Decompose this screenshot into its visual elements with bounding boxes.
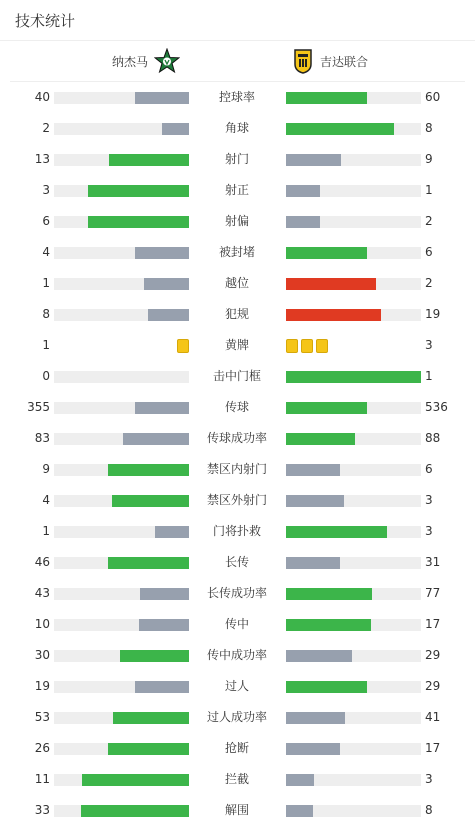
stat-label: 击中门框 [212, 369, 261, 383]
home-stat-bar [54, 402, 189, 414]
stat-row [0, 206, 475, 237]
away-stat-value: 8 [425, 803, 433, 817]
stat-label: 犯规 [224, 307, 249, 321]
away-stat-value: 77 [425, 586, 441, 600]
away-stat-bar [286, 433, 421, 445]
home-stat-value: 3 [42, 183, 50, 197]
home-stat-bar-fill [139, 619, 189, 631]
home-stat-value: 6 [42, 214, 50, 228]
stat-label: 控球率 [218, 90, 255, 104]
away-stat-bar [286, 774, 421, 786]
away-stat-bar-fill [286, 774, 314, 786]
stat-row [0, 361, 475, 392]
home-stat-bar-fill [135, 402, 189, 414]
away-stat-bar [286, 619, 421, 631]
home-stat-bar [54, 464, 189, 476]
stat-row [0, 268, 475, 299]
away-stat-value: 17 [425, 617, 441, 631]
stat-row [0, 423, 475, 454]
away-stat-bar [286, 216, 421, 228]
away-stat-bar-fill [286, 309, 381, 321]
stat-label: 黄牌 [224, 338, 249, 352]
stat-row [0, 113, 475, 144]
home-team[interactable] [112, 41, 180, 81]
away-stat-bar [286, 681, 421, 693]
home-stat-bar [54, 185, 189, 197]
away-stat-bar [286, 371, 421, 383]
away-stat-bar-fill [286, 433, 355, 445]
away-stat-bar-fill [286, 278, 376, 290]
away-stat-bar [286, 123, 421, 135]
away-stat-value: 88 [425, 431, 441, 445]
teams-header [10, 41, 465, 82]
home-stat-value: 83 [34, 431, 50, 445]
home-stat-bar [54, 557, 189, 569]
home-stat-value: 33 [34, 803, 50, 817]
yellow-shield-crest-icon [290, 48, 316, 74]
home-stat-bar-fill [148, 309, 189, 321]
away-stat-bar-fill [286, 650, 352, 662]
away-stat-bar-fill [286, 123, 394, 135]
stat-label: 射正 [224, 183, 249, 197]
away-stat-bar-fill [286, 154, 341, 166]
home-stat-bar-fill [135, 92, 189, 104]
away-stat-bar-fill [286, 185, 320, 197]
home-stat-bar-fill [135, 247, 189, 259]
home-stat-value: 10 [34, 617, 50, 631]
home-stat-value: 13 [34, 152, 50, 166]
stat-row [0, 578, 475, 609]
star-crest-icon [154, 48, 180, 74]
home-stat-value: 46 [34, 555, 50, 569]
away-stat-bar [286, 743, 421, 755]
stat-label: 射门 [224, 152, 249, 166]
home-stat-bar-fill [144, 278, 189, 290]
home-stat-bar [54, 743, 189, 755]
home-stat-value: 2 [42, 121, 50, 135]
home-stat-bar-fill [88, 216, 189, 228]
away-stat-bar [286, 185, 421, 197]
home-stat-bar-fill [108, 557, 189, 569]
home-stat-value: 19 [34, 679, 50, 693]
stat-row [0, 547, 475, 578]
away-stat-value: 1 [425, 183, 433, 197]
stat-label: 越位 [224, 276, 249, 290]
away-stat-bar [286, 526, 421, 538]
home-stat-bar-fill [120, 650, 189, 662]
away-stat-bar [286, 464, 421, 476]
home-stat-value: 26 [34, 741, 50, 755]
home-stat-bar-fill [135, 681, 189, 693]
stat-label: 角球 [224, 121, 249, 135]
home-stat-bar [54, 154, 189, 166]
home-stat-bar [54, 278, 189, 290]
home-stat-value: 8 [42, 307, 50, 321]
away-stat-bar-fill [286, 464, 340, 476]
stat-label: 禁区外射门 [206, 493, 267, 507]
home-stat-bar [54, 619, 189, 631]
home-stat-bar-fill [88, 185, 189, 197]
stat-row [0, 640, 475, 671]
home-stat-value: 0 [42, 369, 50, 383]
home-stat-bar-fill [123, 433, 189, 445]
home-stat-bar-fill [140, 588, 189, 600]
yellow-card-icon [286, 339, 298, 353]
home-stat-bar-fill [113, 712, 189, 724]
stat-row [0, 299, 475, 330]
yellow-card-icon [301, 339, 313, 353]
away-stat-value: 41 [425, 710, 441, 724]
home-stat-bar-fill [155, 526, 189, 538]
home-stat-bar [54, 650, 189, 662]
away-stat-bar [286, 247, 421, 259]
away-stat-value: 9 [425, 152, 433, 166]
stat-row [0, 82, 475, 113]
home-stat-value: 1 [42, 276, 50, 290]
away-stat-bar-fill [286, 619, 371, 631]
stat-label: 传球成功率 [206, 431, 267, 445]
away-stat-bar [286, 650, 421, 662]
away-stat-value: 19 [425, 307, 441, 321]
away-stat-value: 3 [425, 524, 433, 538]
stat-row [0, 764, 475, 795]
away-stat-bar-fill [286, 588, 372, 600]
home-stat-value: 53 [34, 710, 50, 724]
home-stat-bar [54, 309, 189, 321]
home-stat-bar [54, 123, 189, 135]
stat-row [0, 702, 475, 733]
home-stat-value: 1 [42, 524, 50, 538]
home-stat-bar [54, 92, 189, 104]
home-stat-value: 355 [27, 400, 50, 414]
away-stat-bar [286, 495, 421, 507]
away-stat-bar-fill [286, 743, 340, 755]
stat-row [0, 237, 475, 268]
home-stat-bar [54, 495, 189, 507]
away-stat-bar-fill [286, 247, 367, 259]
stat-row [0, 609, 475, 640]
home-stat-value: 30 [34, 648, 50, 662]
stats-list [0, 82, 475, 826]
stat-label: 抢断 [224, 741, 249, 755]
away-stat-bar [286, 557, 421, 569]
away-stat-bar-fill [286, 216, 320, 228]
stat-label: 射偏 [224, 214, 249, 228]
stat-label: 拦截 [224, 772, 249, 786]
stat-row [0, 733, 475, 764]
stat-label: 门将扑救 [212, 524, 261, 538]
away-stat-value: 2 [425, 214, 433, 228]
away-stat-value: 3 [425, 493, 433, 507]
stat-row [0, 392, 475, 423]
stat-row [0, 175, 475, 206]
yellow-card-icon [316, 339, 328, 353]
home-stat-value: 4 [42, 493, 50, 507]
away-stat-bar [286, 154, 421, 166]
away-yellow-cards [286, 339, 328, 353]
away-stat-value: 29 [425, 648, 441, 662]
away-stat-bar [286, 588, 421, 600]
home-stat-bar [54, 247, 189, 259]
home-stat-bar-fill [162, 123, 189, 135]
home-stat-value: 4 [42, 245, 50, 259]
away-stat-bar-fill [286, 557, 340, 569]
home-stat-bar-fill [81, 805, 189, 817]
stat-row [0, 144, 475, 175]
away-stat-value: 60 [425, 90, 441, 104]
away-stat-bar-fill [286, 371, 421, 383]
stat-label: 传中成功率 [206, 648, 267, 662]
home-stat-bar-fill [108, 743, 189, 755]
away-stat-value: 1 [425, 369, 433, 383]
stat-label: 过人 [224, 679, 249, 693]
yellow-card-icon [177, 339, 189, 353]
home-stat-bar-fill [108, 464, 189, 476]
home-stat-value: 1 [42, 338, 50, 352]
away-team-name: 吉达联合 [320, 54, 369, 69]
stat-label: 长传成功率 [206, 586, 267, 600]
home-stat-bar [54, 681, 189, 693]
stat-label: 过人成功率 [206, 710, 267, 724]
away-stat-bar [286, 805, 421, 817]
home-stat-value: 40 [34, 90, 50, 104]
stat-label: 解围 [224, 803, 249, 817]
stat-label: 传中 [224, 617, 249, 631]
page-header [0, 0, 475, 41]
away-stat-value: 2 [425, 276, 433, 290]
stat-label: 被封堵 [218, 245, 255, 259]
home-yellow-cards [177, 339, 189, 353]
away-stat-value: 3 [425, 338, 433, 352]
away-stat-bar-fill [286, 402, 367, 414]
home-stat-value: 9 [42, 462, 50, 476]
home-stat-bar-fill [112, 495, 189, 507]
home-stat-value: 43 [34, 586, 50, 600]
away-stat-bar-fill [286, 681, 367, 693]
away-stat-bar [286, 712, 421, 724]
page-title: 技术统计 [15, 12, 76, 30]
away-stat-value: 17 [425, 741, 441, 755]
away-stat-value: 6 [425, 245, 433, 259]
away-stat-bar [286, 309, 421, 321]
stat-label: 长传 [224, 555, 249, 569]
stat-row [0, 516, 475, 547]
home-stat-bar [54, 433, 189, 445]
away-stat-bar-fill [286, 805, 313, 817]
home-stat-bar [54, 588, 189, 600]
home-stat-bar [54, 526, 189, 538]
home-stat-bar [54, 774, 189, 786]
home-stat-value: 11 [34, 772, 50, 786]
away-stat-value: 31 [425, 555, 441, 569]
home-stat-bar [54, 712, 189, 724]
stat-row [0, 454, 475, 485]
away-stat-value: 6 [425, 462, 433, 476]
away-stat-value: 29 [425, 679, 441, 693]
away-stat-bar-fill [286, 495, 344, 507]
stat-row [0, 795, 475, 826]
away-stat-value: 536 [425, 400, 448, 414]
home-stat-bar [54, 216, 189, 228]
away-stat-bar-fill [286, 712, 345, 724]
away-stat-bar-fill [286, 92, 367, 104]
stat-row [0, 671, 475, 702]
away-stat-value: 3 [425, 772, 433, 786]
home-stat-bar [54, 805, 189, 817]
away-stat-value: 8 [425, 121, 433, 135]
stat-row [0, 330, 475, 361]
home-stat-bar-fill [82, 774, 189, 786]
stat-label: 传球 [224, 400, 249, 414]
stat-row [0, 485, 475, 516]
stat-label: 禁区内射门 [206, 462, 267, 476]
home-team-name: 纳杰马 [111, 54, 148, 69]
home-stat-bar-fill [109, 154, 189, 166]
away-stat-bar [286, 278, 421, 290]
away-team[interactable] [290, 41, 368, 81]
away-stat-bar [286, 92, 421, 104]
away-stat-bar-fill [286, 526, 387, 538]
away-stat-bar [286, 402, 421, 414]
home-stat-bar [54, 371, 189, 383]
